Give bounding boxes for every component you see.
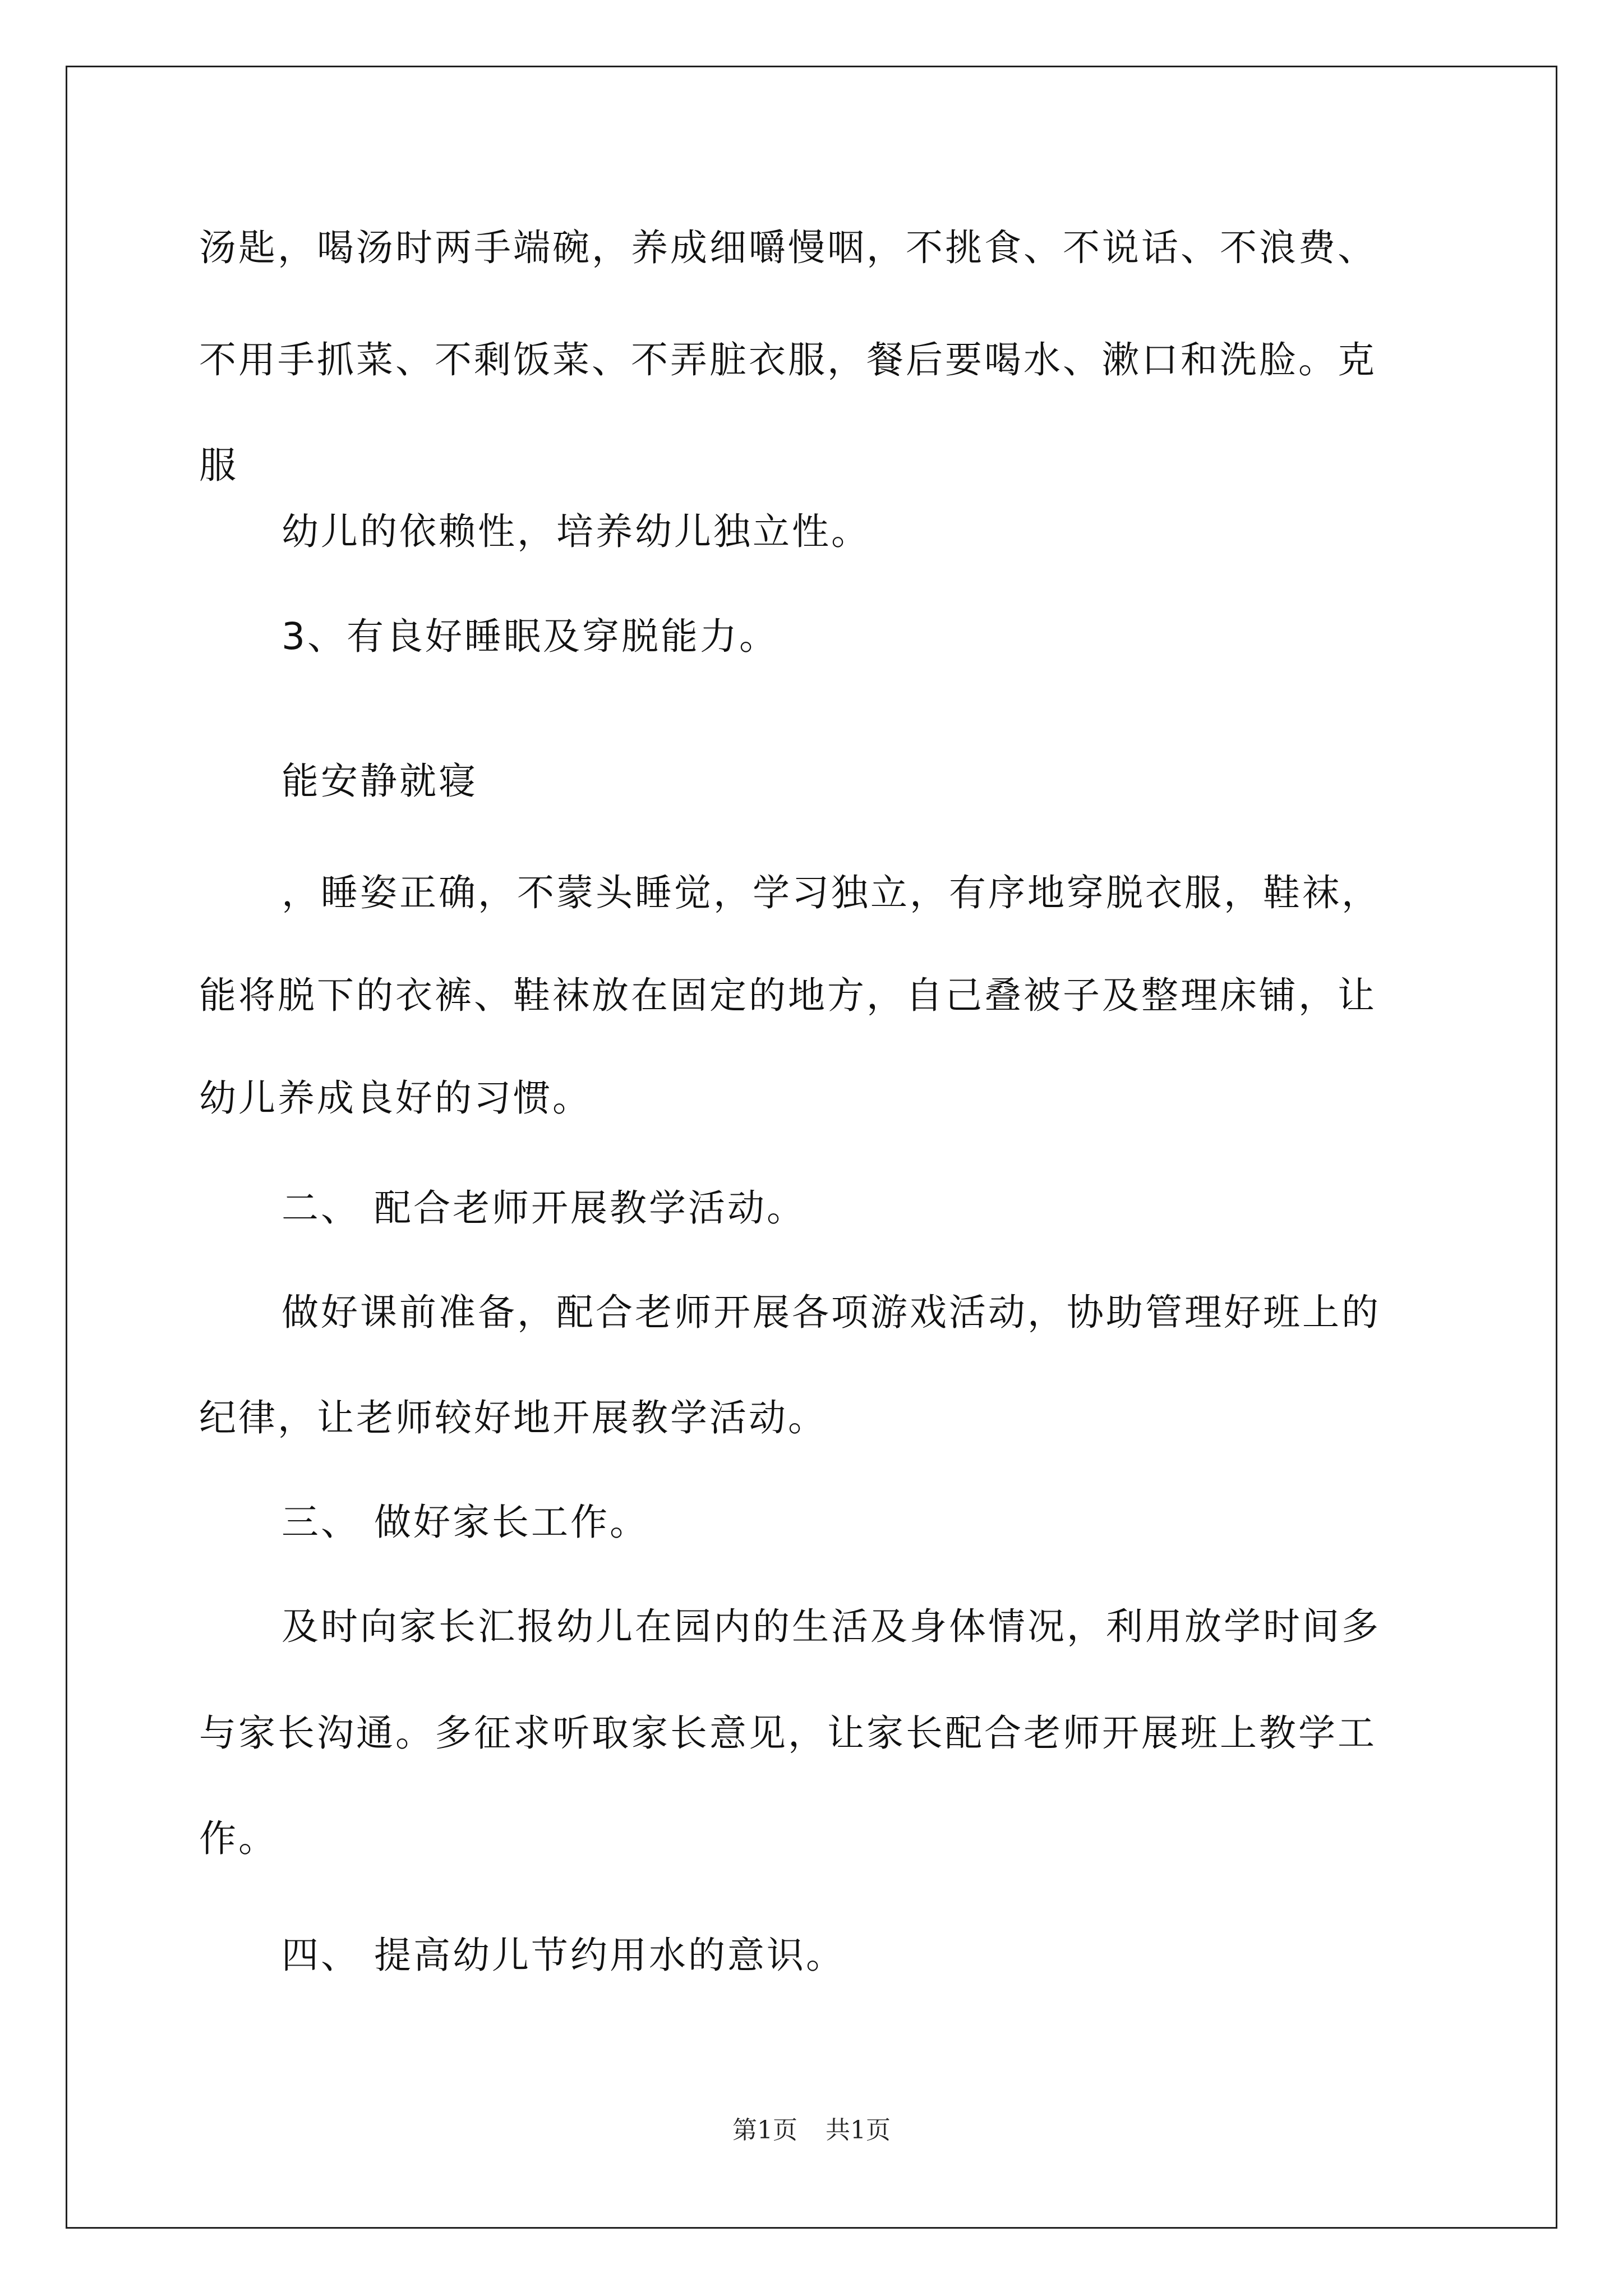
text-line: 不用手抓菜、不剩饭菜、不弄脏衣服，餐后要喝水、漱口和洗脸。克 [199,338,1377,381]
text-line: ，睡姿正确，不蒙头睡觉，学习独立，有序地穿脱衣服，鞋袜， [282,871,1381,914]
page-total: 共1页 [826,2116,891,2145]
text-line: 幼儿的依赖性，培养幼儿独立性。 [282,510,870,553]
section-heading-3: 三、 做好家长工作。 [282,1501,649,1544]
section-heading-2: 二、 配合老师开展教学活动。 [282,1186,806,1230]
text-line: 及时向家长汇报幼儿在园内的生活及身体情况，利用放学时间多 [282,1605,1381,1648]
text-line: 与家长沟通。多征求听取家长意见，让家长配合老师开展班上教学工 [199,1711,1377,1755]
text-line: 服 [199,444,238,487]
page-footer [0,2115,1623,2146]
text-line: 能将脱下的衣裤、鞋袜放在固定的地方，自己叠被子及整理床铺，让 [199,974,1377,1017]
section-heading-4: 四、 提高幼儿节约用水的意识。 [282,1934,845,1977]
page-number: 第1页 [732,2116,797,2145]
heading-item-3: 3、有良好睡眠及穿脱能力。 [282,615,778,658]
page-border [66,66,1557,2229]
text-line: 纪律，让老师较好地开展教学活动。 [199,1396,827,1439]
text-line: 汤匙，喝汤时两手端碗，养成细嚼慢咽，不挑食、不说话、不浪费、 [199,226,1377,269]
text-line: 作。 [199,1817,278,1860]
text-line: 能安静就寝 [282,760,478,803]
text-line: 幼儿养成良好的习惯。 [199,1076,592,1120]
text-line: 做好课前准备，配合老师开展各项游戏活动，协助管理好班上的 [282,1291,1381,1334]
